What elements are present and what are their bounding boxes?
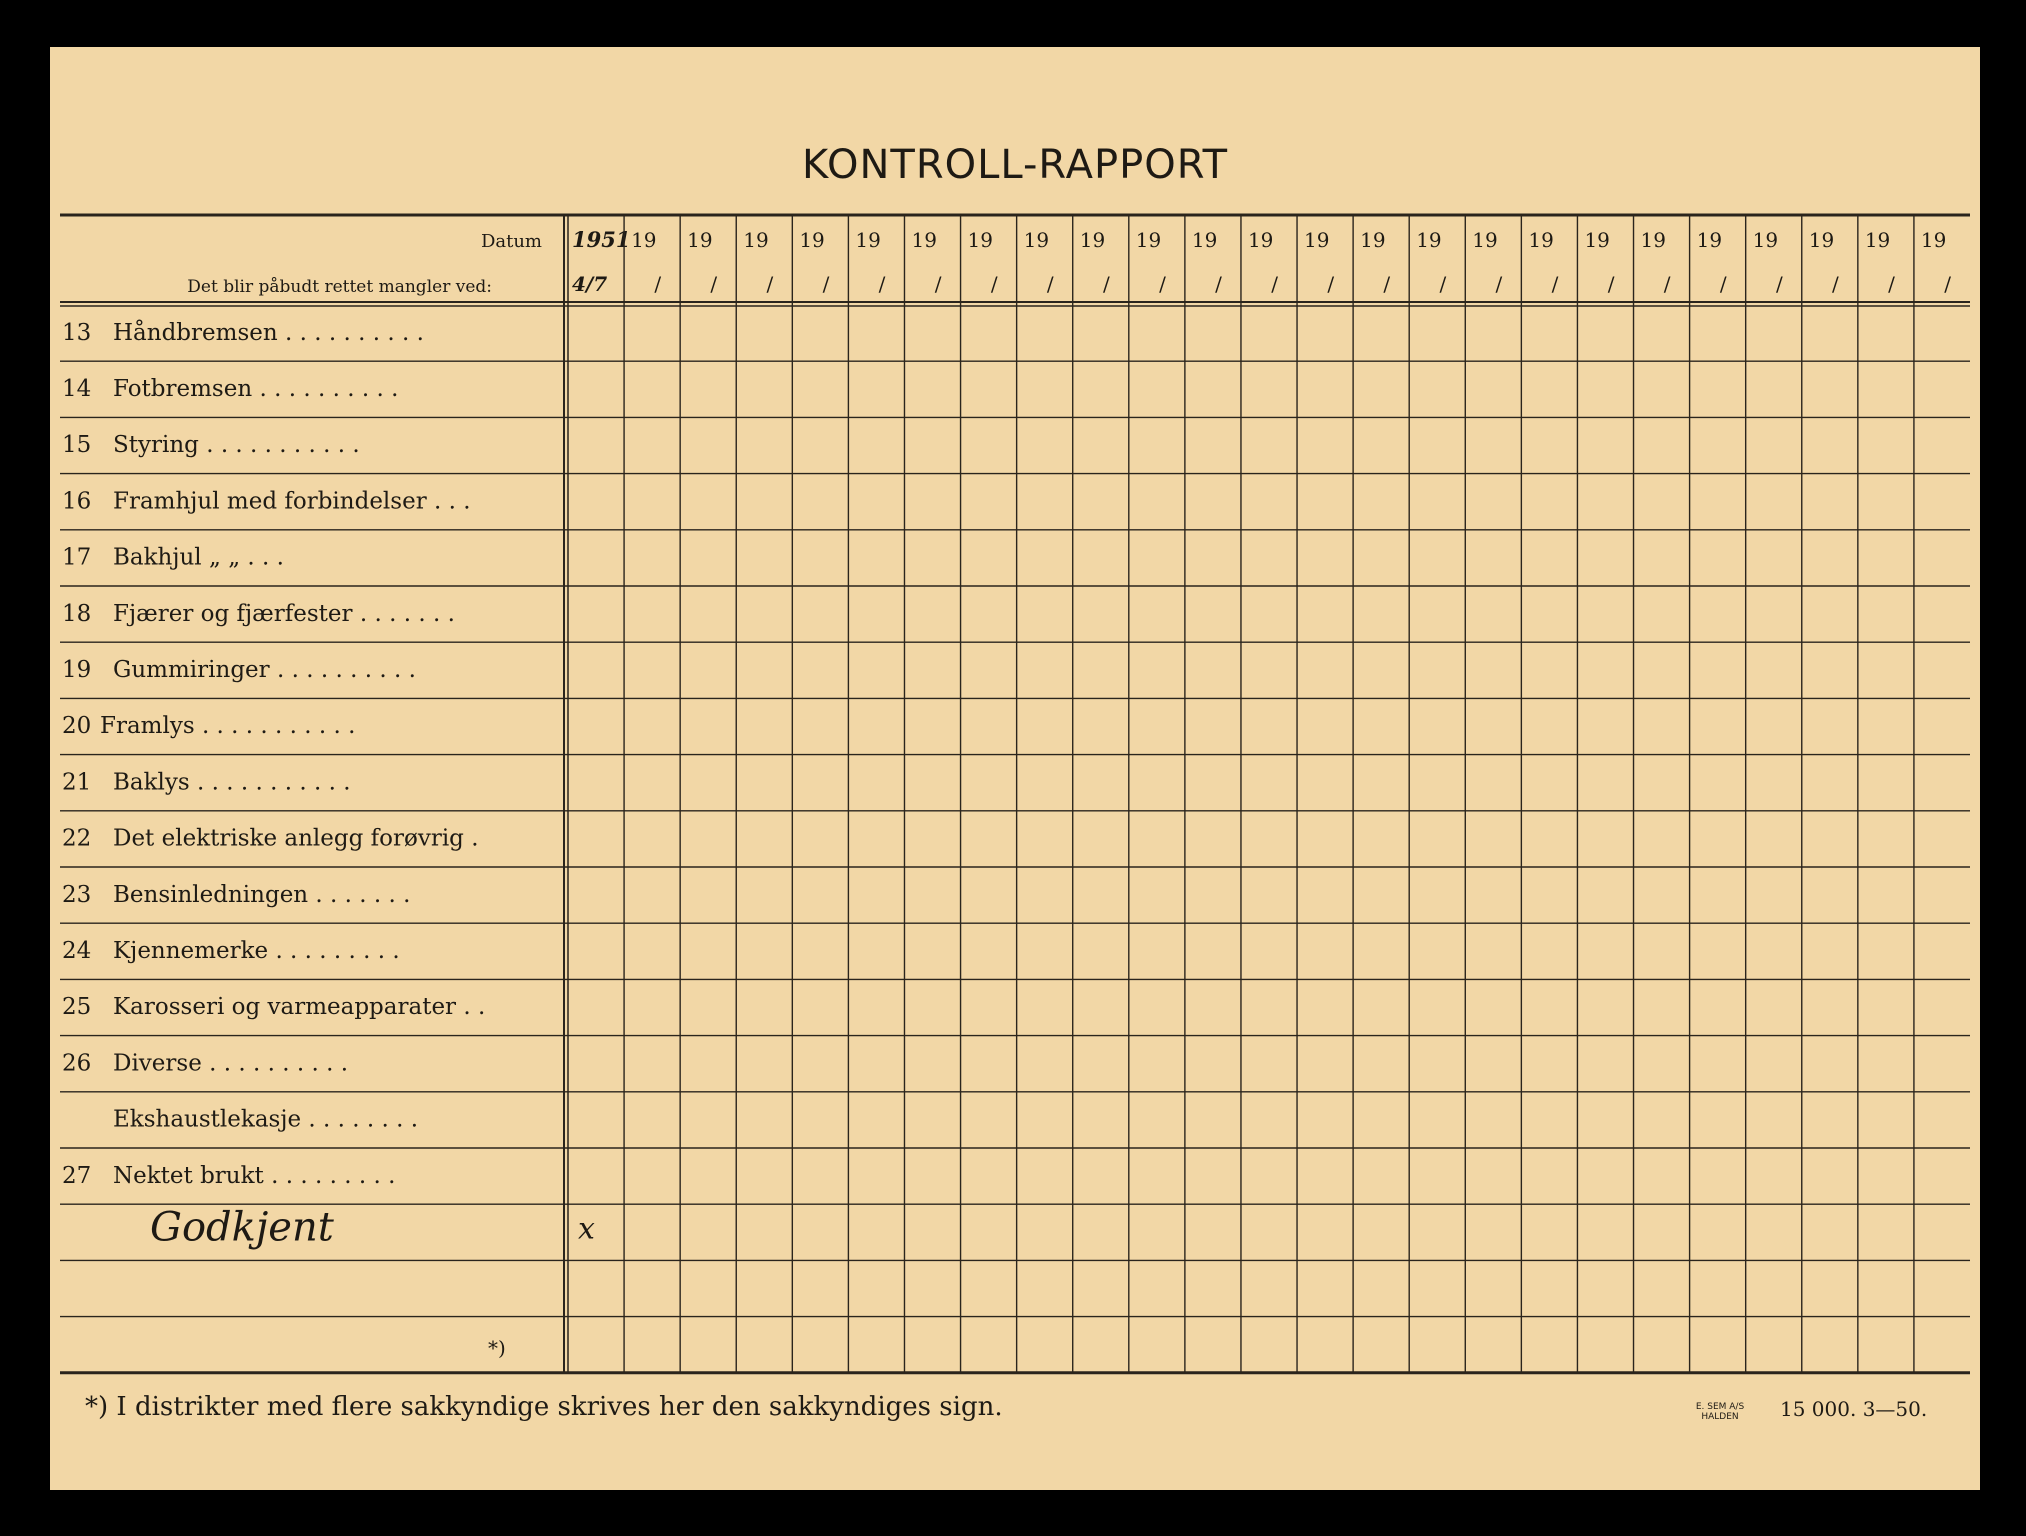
item-number: 22	[62, 825, 92, 852]
date-day-slash: /	[1495, 272, 1503, 296]
date-label: Datum	[480, 231, 542, 252]
date-year-prefix: 19	[631, 228, 657, 252]
date-day-slash: /	[1102, 272, 1110, 296]
date-year-prefix: 19	[1472, 228, 1498, 252]
date-day-slash: /	[1663, 272, 1671, 296]
report-card	[50, 47, 1980, 1490]
date-year-prefix: 19	[967, 228, 994, 252]
printer-imprint	[1695, 1402, 1745, 1422]
date-day-slash: /	[1439, 272, 1447, 296]
item-number: 16	[62, 488, 92, 515]
date-day-slash: /	[710, 272, 718, 296]
date-year-prefix: 19	[911, 228, 937, 252]
date-year-handwritten: 1951	[572, 227, 631, 252]
item-label: Håndbremsen . . . . . . . . . .	[113, 319, 424, 346]
date-year-prefix: 19	[855, 228, 881, 252]
form-title: KONTROLL-RAPPORT	[801, 142, 1229, 188]
item-number: 17	[62, 544, 92, 571]
date-day-slash: /	[1046, 272, 1054, 296]
item-label: Framhjul med forbindelser . . .	[113, 488, 471, 515]
date-year-prefix: 19	[1808, 228, 1835, 252]
date-year-prefix: 19	[1640, 228, 1666, 252]
item-number: 14	[62, 376, 92, 403]
printer-city: HALDEN	[1701, 1412, 1739, 1422]
date-year-prefix: 19	[1920, 228, 1947, 252]
date-day-slash: /	[934, 272, 942, 296]
date-day-slash: /	[1832, 272, 1839, 296]
item-label: Kjennemerke . . . . . . . . .	[113, 938, 400, 965]
date-day-slash: /	[1944, 272, 1951, 296]
item-number: 27	[62, 1162, 92, 1189]
footnote: *) I distrikter med flere sakkyndige skrives her den sakkyndiges sign.	[85, 1392, 1003, 1422]
item-label: Fjærer og fjærfester . . . . . . .	[113, 600, 455, 627]
handwritten-approval: Godkjent	[150, 1204, 334, 1251]
item-label: Framlys . . . . . . . . . . .	[100, 713, 356, 740]
date-year-prefix: 19	[1864, 228, 1891, 252]
item-number: 18	[62, 600, 92, 627]
date-year-prefix: 19	[1247, 228, 1274, 252]
date-day-slash: /	[1888, 272, 1895, 296]
date-day-slash: /	[878, 272, 886, 296]
item-number: 25	[62, 994, 92, 1021]
item-label: Nektet brukt . . . . . . . . .	[113, 1162, 396, 1189]
date-year-prefix: 19	[1416, 228, 1442, 252]
item-label: Diverse . . . . . . . . . .	[113, 1050, 349, 1077]
date-day-slash: /	[1775, 272, 1783, 296]
item-number: 13	[62, 319, 92, 346]
date-day-slash: /	[1383, 272, 1391, 296]
date-day-slash: /	[1719, 272, 1727, 296]
date-year-prefix: 19	[1079, 228, 1106, 252]
date-day-slash: /	[822, 272, 830, 296]
defects-label: Det blir påbudt rettet mangler ved:	[187, 277, 492, 297]
date-year-prefix: 19	[1304, 228, 1330, 252]
item-label: Karosseri og varmeapparater . .	[113, 994, 486, 1021]
date-day-slash: /	[1551, 272, 1559, 296]
item-label: Fotbremsen . . . . . . . . . .	[113, 376, 399, 403]
date-day-slash: /	[654, 272, 662, 296]
item-number: 26	[62, 1050, 92, 1077]
date-day-slash: /	[1327, 272, 1335, 296]
item-number: 24	[62, 938, 92, 965]
item-label: Bensinledningen . . . . . . .	[113, 881, 411, 908]
item-number: 20	[62, 713, 92, 740]
date-year-prefix: 19	[1752, 228, 1779, 252]
date-year-prefix: 19	[799, 228, 825, 252]
signature-row-marker: *)	[488, 1335, 506, 1360]
date-day-slash: /	[1607, 272, 1615, 296]
item-number: 19	[62, 657, 92, 684]
date-year-prefix: 19	[1584, 228, 1610, 252]
date-year-prefix: 19	[1360, 228, 1386, 252]
item-number: 21	[62, 769, 92, 796]
date-day-handwritten: 4/7	[572, 272, 608, 296]
date-year-prefix: 19	[1528, 228, 1554, 252]
date-year-prefix: 19	[1023, 228, 1050, 252]
date-day-slash: /	[1159, 272, 1166, 296]
date-year-prefix: 19	[1696, 228, 1723, 252]
item-label: Gummiringer . . . . . . . . . .	[113, 657, 416, 684]
date-year-prefix: 19	[1135, 228, 1162, 252]
date-day-slash: /	[990, 272, 998, 296]
print-code: 15 000. 3—50.	[1780, 1397, 1928, 1421]
date-day-slash: /	[1271, 272, 1278, 296]
inspection-grid	[50, 47, 1980, 1490]
item-number: 15	[62, 432, 92, 459]
handwritten-check-mark: x	[578, 1211, 595, 1247]
item-label: Bakhjul „ „ . . .	[113, 544, 284, 571]
item-label: Styring . . . . . . . . . . .	[113, 432, 360, 459]
date-day-slash: /	[766, 272, 774, 296]
date-year-prefix: 19	[743, 228, 769, 252]
item-label: Ekshaustlekasje . . . . . . . .	[113, 1106, 419, 1133]
printer-name: E. SEM A/S	[1695, 1402, 1745, 1412]
date-day-slash: /	[1215, 272, 1222, 296]
date-year-prefix: 19	[1191, 228, 1218, 252]
item-label: Det elektriske anlegg forøvrig .	[113, 825, 479, 852]
item-label: Baklys . . . . . . . . . . .	[113, 769, 351, 796]
item-number: 23	[62, 881, 92, 908]
date-year-prefix: 19	[687, 228, 713, 252]
